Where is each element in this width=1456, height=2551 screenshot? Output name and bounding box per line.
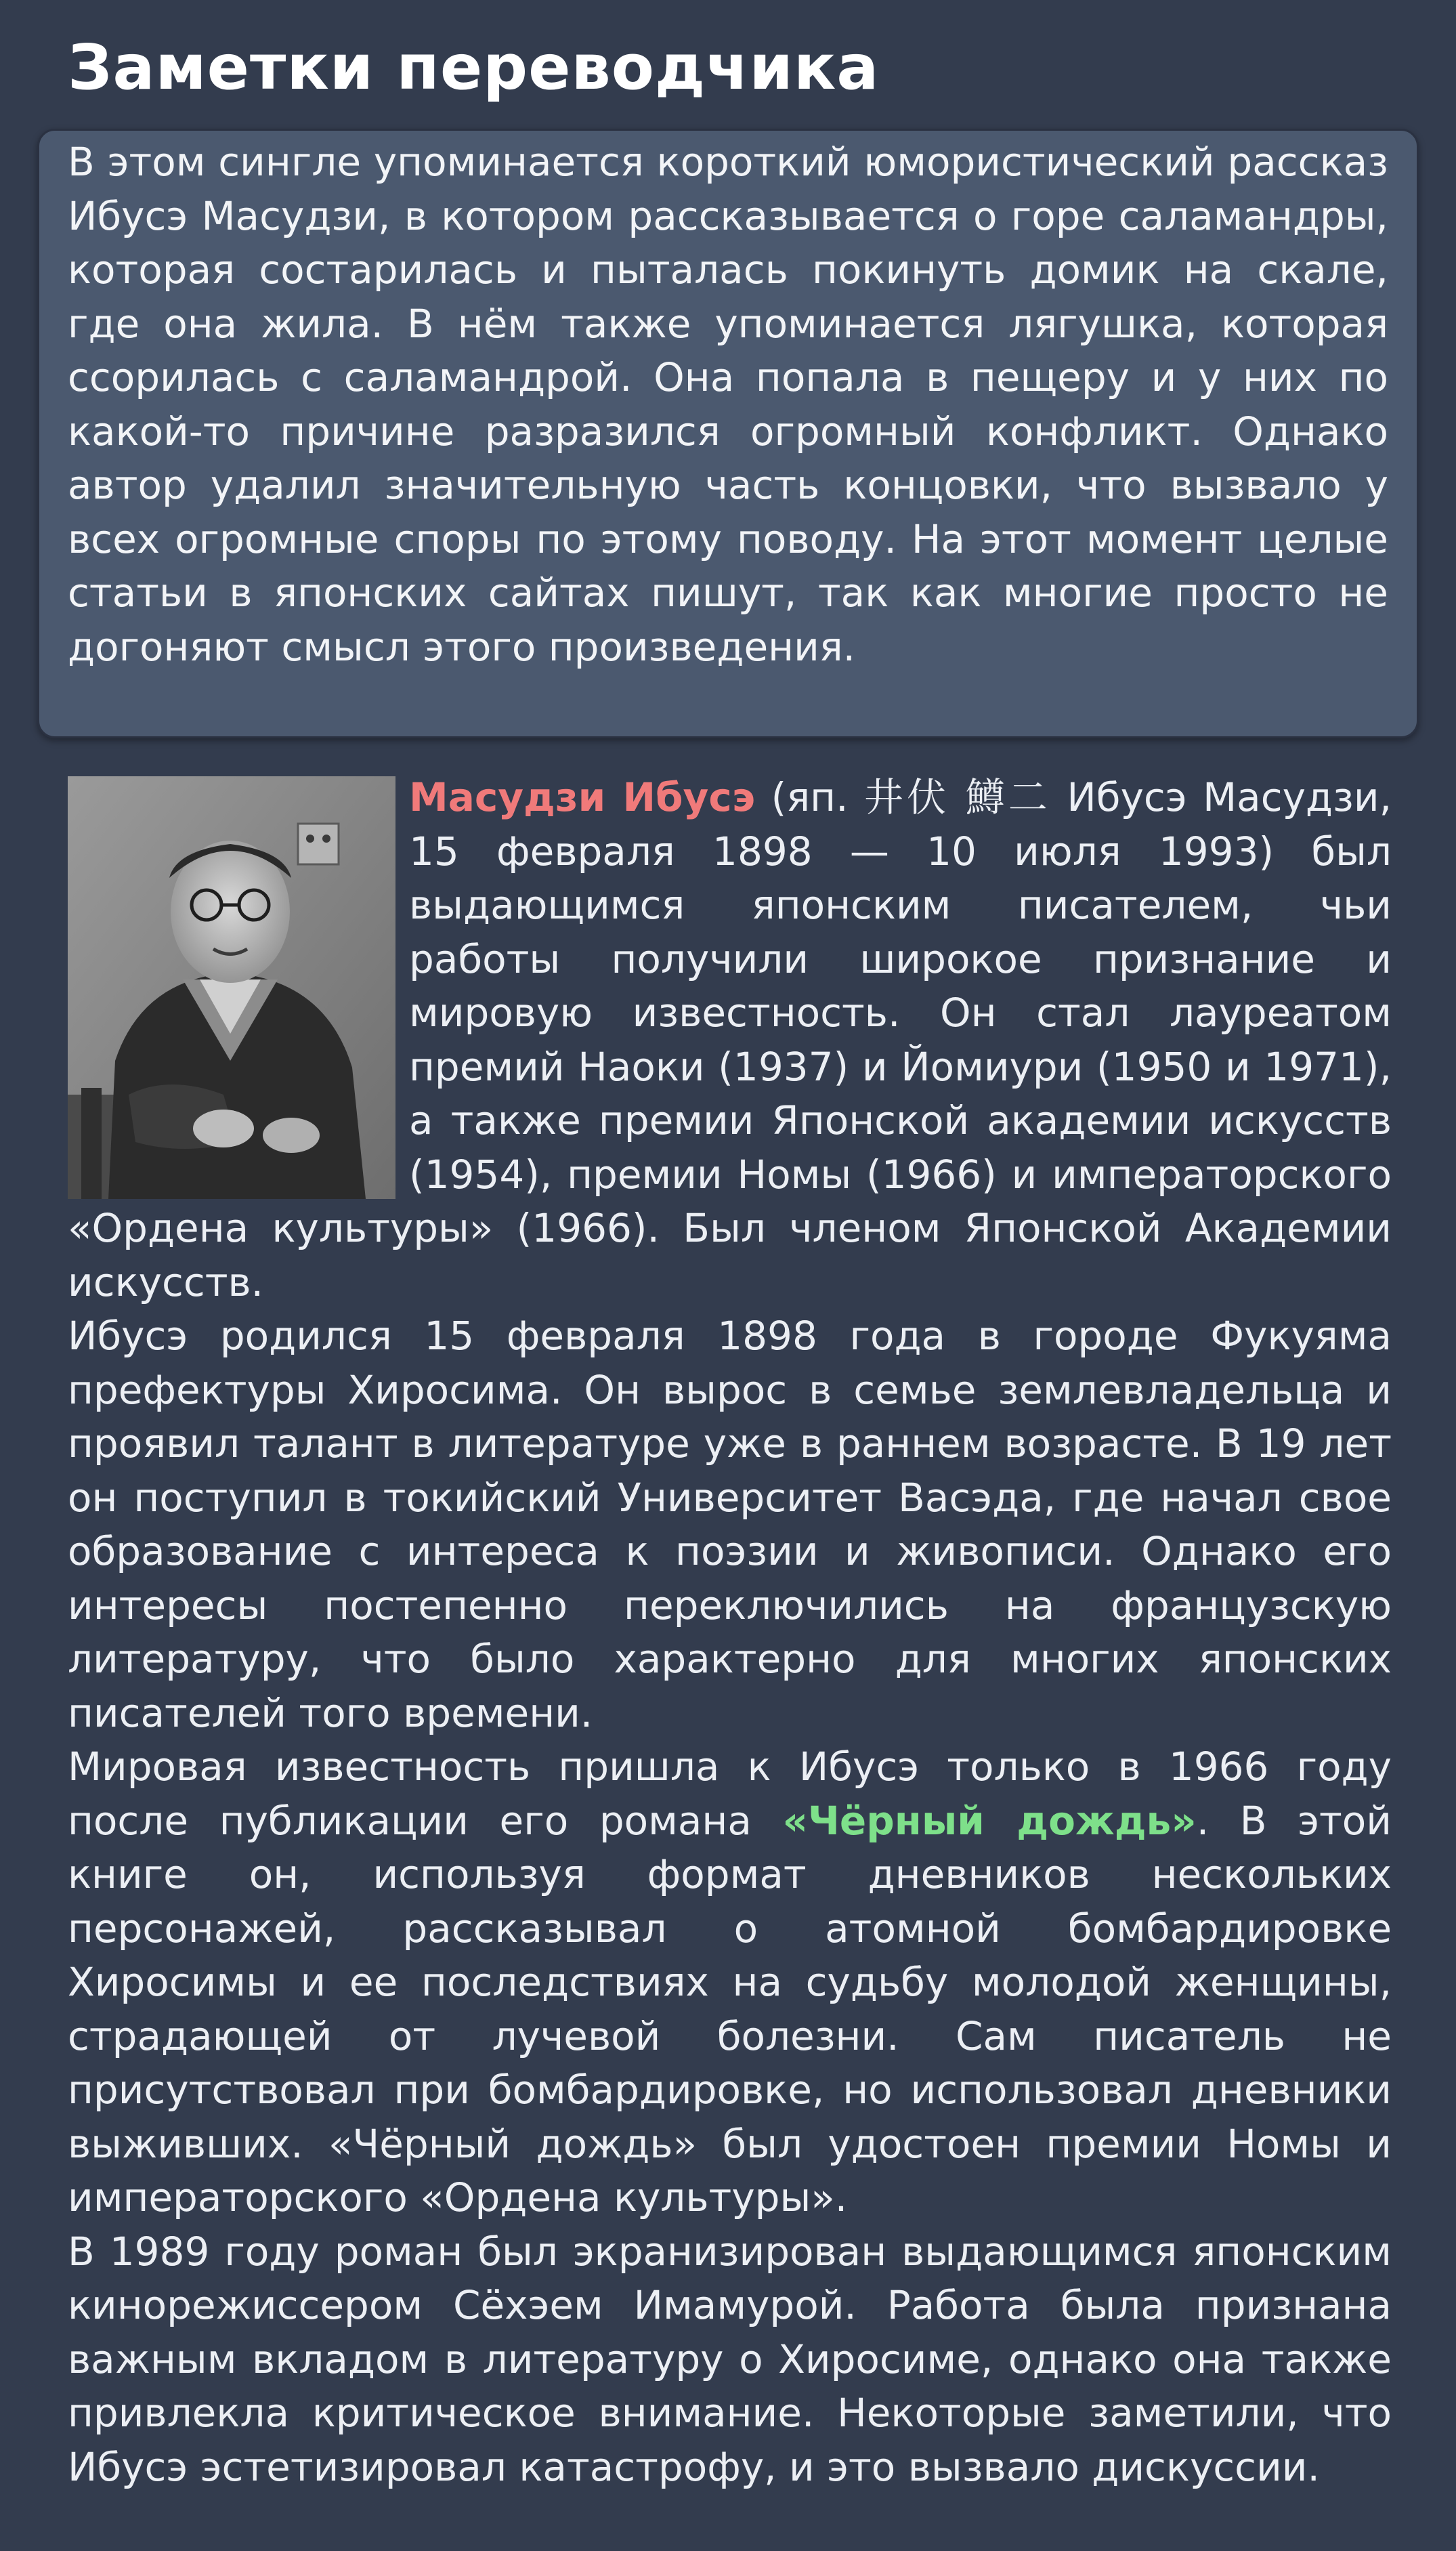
biography-section — [68, 771, 1392, 2494]
bio-paragraph-early-life: Ибусэ родился 15 февраля 1898 года в городе Фукуяма префектуры Хиросима. Он вырос в семье землевладельца и проявил талант в литературе уже в раннем возрасте. В 19 лет он поступил в токийский Университет Васэда, где начал свое образование с интереса к поэзии и живописи. Однако его интересы постепенно переключились на французскую литературу, что было характерно для многих японских писателей того времени. — [68, 1313, 1392, 1736]
translator-note-text: В этом сингле упоминается короткий юмористический рассказ Ибусэ Масудзи, в котором рассказывается о горе саламандры, которая состарилась и пыталась покинуть домик на скале, где она жила. В нём также упоминается лягушка, которая ссорилась с саламандрой. Она попала в пещеру и у них по какой-то причине разразился огромный конфликт. Однако автор удалил значительную часть концовки, что вызвало у всех огромные споры по этому поводу. На этот момент целые статьи в японских сайтах пишут, так как многие просто не догоняют смысл этого произведения. — [68, 139, 1388, 670]
bio-intro-text: (яп. 井伏 鱒二 Ибусэ Масудзи, 15 февраля 1898 — 10 июля 1993) был выдающимся японским писателем, чьи работы получили широкое признание и мировую известность. Он стал лауреатом премий Наоки (1937) и Йомиури (1950 и 1971), а также премии Японской академии искусств (1954), премии Номы (1966) и императорского «Ордена культуры» (1966). Был членом Японской Академии искусств. — [68, 774, 1392, 1305]
bio-paragraph-film: В 1989 году роман был экранизирован выдающимся японским кинорежиссером Сёхэем Имамурой. Работа была признана важным вкладом в литературу о Хиросиме, однако она также привлекла критическое внимание. Некоторые заметили, что Ибусэ эстетизировал катастрофу, и это вызвало дискуссии. — [68, 2228, 1392, 2490]
bio-paragraph-black-rain — [68, 1740, 1392, 2225]
bio-black-rain-before: Мировая известность пришла к Ибусэ только в 1966 году после публикации его романа — [68, 1744, 1392, 1844]
portrait-spacer — [68, 771, 409, 1200]
book-title-black-rain: «Чёрный дождь» — [782, 1797, 1197, 1844]
bio-black-rain-after: . В этой книге он, используя формат дневников нескольких персонажей, рассказывал о атомной бомбардировке Хиросимы и ее последствиях на судьбу молодой женщины, страдающей от лучевой болезни. Сам писатель не присутствовал при бомбардировке, но использовал дневники выживших. «Чёрный дождь» был удостоен премии Номы и императорского «Ордена культуры». — [68, 1797, 1392, 2220]
page-title: Заметки переводчика — [68, 31, 880, 104]
author-name: Масудзи Ибусэ — [409, 774, 756, 820]
